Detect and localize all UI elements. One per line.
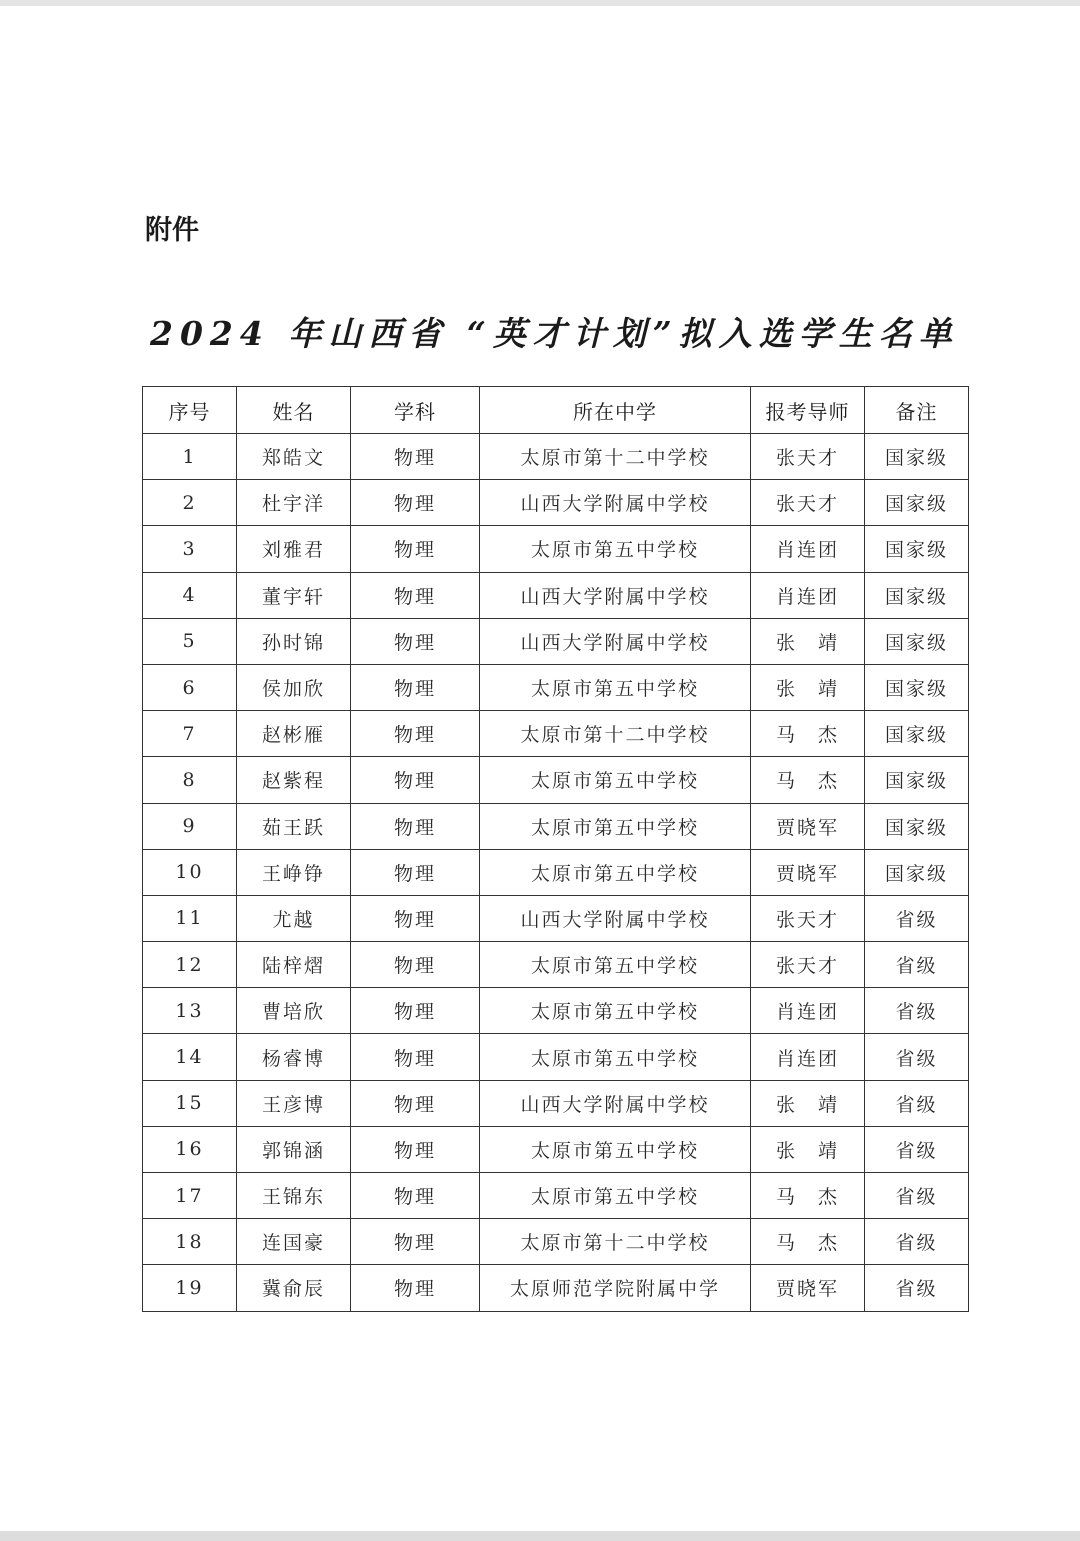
- cell-mentor: 马 杰: [751, 1173, 865, 1219]
- cell-name: 王峥铮: [237, 849, 351, 895]
- cell-school: 太原市第十二中学校: [480, 711, 751, 757]
- header-name: 姓名: [237, 387, 351, 434]
- table-row: [143, 988, 969, 1034]
- cell-subject: 物理: [351, 1080, 480, 1126]
- cell-note: 省级: [865, 1126, 969, 1172]
- cell-subject: 物理: [351, 1126, 480, 1172]
- table-row: [143, 1080, 969, 1126]
- cell-note: 省级: [865, 942, 969, 988]
- table-row: [143, 1126, 969, 1172]
- cell-note: 国家级: [865, 480, 969, 526]
- student-list-table: [142, 386, 969, 1312]
- cell-mentor: 张天才: [751, 434, 865, 480]
- cell-school: 太原市第十二中学校: [480, 434, 751, 480]
- table-row: [143, 895, 969, 941]
- cell-name: 王锦东: [237, 1173, 351, 1219]
- cell-school: 太原市第五中学校: [480, 942, 751, 988]
- header-number: 序号: [143, 387, 237, 434]
- cell-mentor: 贾晓军: [751, 1265, 865, 1311]
- cell-number: 4: [143, 572, 237, 618]
- cell-number: 12: [143, 942, 237, 988]
- cell-note: 国家级: [865, 618, 969, 664]
- cell-name: 王彦博: [237, 1080, 351, 1126]
- cell-school: 太原市第五中学校: [480, 1126, 751, 1172]
- cell-note: 省级: [865, 988, 969, 1034]
- cell-number: 15: [143, 1080, 237, 1126]
- cell-subject: 物理: [351, 803, 480, 849]
- attachment-label: 附件: [145, 215, 199, 246]
- cell-school: 太原市第五中学校: [480, 757, 751, 803]
- cell-school: 山西大学附属中学校: [480, 1080, 751, 1126]
- cell-subject: 物理: [351, 664, 480, 710]
- cell-name: 侯加欣: [237, 664, 351, 710]
- cell-subject: 物理: [351, 434, 480, 480]
- cell-mentor: 肖连团: [751, 526, 865, 572]
- cell-name: 曹培欣: [237, 988, 351, 1034]
- table-row: [143, 711, 969, 757]
- table-row: [143, 849, 969, 895]
- cell-number: 14: [143, 1034, 237, 1080]
- cell-number: 2: [143, 480, 237, 526]
- cell-subject: 物理: [351, 895, 480, 941]
- cell-mentor: 张天才: [751, 480, 865, 526]
- cell-subject: 物理: [351, 711, 480, 757]
- header-school: 所在中学: [480, 387, 751, 434]
- cell-mentor: 张天才: [751, 942, 865, 988]
- cell-school: 太原市第十二中学校: [480, 1219, 751, 1265]
- cell-mentor: 张天才: [751, 895, 865, 941]
- cell-name: 杨睿博: [237, 1034, 351, 1080]
- cell-subject: 物理: [351, 1265, 480, 1311]
- header-note: 备注: [865, 387, 969, 434]
- cell-note: 国家级: [865, 664, 969, 710]
- cell-subject: 物理: [351, 757, 480, 803]
- header-subject: 学科: [351, 387, 480, 434]
- table-body: [143, 434, 969, 1312]
- cell-school: 太原市第五中学校: [480, 1173, 751, 1219]
- cell-subject: 物理: [351, 526, 480, 572]
- cell-name: 陆梓熠: [237, 942, 351, 988]
- table-row: [143, 942, 969, 988]
- cell-name: 董宇轩: [237, 572, 351, 618]
- cell-number: 19: [143, 1265, 237, 1311]
- cell-note: 国家级: [865, 849, 969, 895]
- document-title: 2024 年山西省 “英才计划”拟入选学生名单: [150, 314, 959, 353]
- cell-note: 国家级: [865, 757, 969, 803]
- table-header-row: [143, 387, 969, 434]
- cell-school: 太原市第五中学校: [480, 526, 751, 572]
- table-row: [143, 434, 969, 480]
- cell-number: 1: [143, 434, 237, 480]
- table-row: [143, 618, 969, 664]
- table-row: [143, 1034, 969, 1080]
- header-mentor: 报考导师: [751, 387, 865, 434]
- cell-school: 太原市第五中学校: [480, 849, 751, 895]
- table-row: [143, 803, 969, 849]
- cell-number: 16: [143, 1126, 237, 1172]
- cell-number: 11: [143, 895, 237, 941]
- cell-number: 6: [143, 664, 237, 710]
- cell-school: 太原市第五中学校: [480, 803, 751, 849]
- cell-subject: 物理: [351, 480, 480, 526]
- cell-subject: 物理: [351, 988, 480, 1034]
- cell-note: 省级: [865, 1080, 969, 1126]
- table-row: [143, 757, 969, 803]
- cell-name: 孙时锦: [237, 618, 351, 664]
- cell-mentor: 张 靖: [751, 1080, 865, 1126]
- cell-note: 国家级: [865, 526, 969, 572]
- cell-school: 山西大学附属中学校: [480, 895, 751, 941]
- cell-name: 尤越: [237, 895, 351, 941]
- cell-subject: 物理: [351, 942, 480, 988]
- cell-name: 刘雅君: [237, 526, 351, 572]
- cell-note: 国家级: [865, 803, 969, 849]
- cell-number: 7: [143, 711, 237, 757]
- cell-mentor: 贾晓军: [751, 803, 865, 849]
- cell-school: 山西大学附属中学校: [480, 480, 751, 526]
- table-row: [143, 526, 969, 572]
- cell-note: 省级: [865, 895, 969, 941]
- cell-name: 茹王跃: [237, 803, 351, 849]
- cell-name: 郑皓文: [237, 434, 351, 480]
- cell-mentor: 马 杰: [751, 1219, 865, 1265]
- cell-note: 国家级: [865, 711, 969, 757]
- cell-subject: 物理: [351, 1173, 480, 1219]
- cell-number: 9: [143, 803, 237, 849]
- cell-school: 山西大学附属中学校: [480, 572, 751, 618]
- table-row: [143, 664, 969, 710]
- cell-school: 太原师范学院附属中学: [480, 1265, 751, 1311]
- cell-note: 国家级: [865, 434, 969, 480]
- cell-note: 省级: [865, 1219, 969, 1265]
- cell-number: 17: [143, 1173, 237, 1219]
- table-row: [143, 1173, 969, 1219]
- cell-subject: 物理: [351, 572, 480, 618]
- table-row: [143, 1219, 969, 1265]
- cell-mentor: 马 杰: [751, 711, 865, 757]
- cell-mentor: 肖连团: [751, 1034, 865, 1080]
- table-row: [143, 572, 969, 618]
- cell-name: 郭锦涵: [237, 1126, 351, 1172]
- cell-subject: 物理: [351, 1034, 480, 1080]
- cell-school: 太原市第五中学校: [480, 988, 751, 1034]
- cell-subject: 物理: [351, 1219, 480, 1265]
- cell-school: 太原市第五中学校: [480, 664, 751, 710]
- cell-name: 赵彬雁: [237, 711, 351, 757]
- cell-mentor: 张 靖: [751, 618, 865, 664]
- table-row: [143, 480, 969, 526]
- cell-name: 赵紫程: [237, 757, 351, 803]
- cell-note: 省级: [865, 1034, 969, 1080]
- cell-subject: 物理: [351, 618, 480, 664]
- cell-number: 10: [143, 849, 237, 895]
- cell-subject: 物理: [351, 849, 480, 895]
- cell-mentor: 张 靖: [751, 664, 865, 710]
- cell-school: 太原市第五中学校: [480, 1034, 751, 1080]
- cell-mentor: 马 杰: [751, 757, 865, 803]
- cell-mentor: 张 靖: [751, 1126, 865, 1172]
- table-row: [143, 1265, 969, 1311]
- page-top-edge: [0, 0, 1080, 6]
- cell-number: 13: [143, 988, 237, 1034]
- cell-mentor: 贾晓军: [751, 849, 865, 895]
- cell-number: 5: [143, 618, 237, 664]
- cell-name: 杜宇洋: [237, 480, 351, 526]
- cell-mentor: 肖连团: [751, 572, 865, 618]
- page-bottom-edge: [0, 1531, 1080, 1541]
- cell-number: 8: [143, 757, 237, 803]
- cell-note: 省级: [865, 1173, 969, 1219]
- cell-school: 山西大学附属中学校: [480, 618, 751, 664]
- cell-number: 3: [143, 526, 237, 572]
- cell-note: 省级: [865, 1265, 969, 1311]
- cell-name: 连国豪: [237, 1219, 351, 1265]
- cell-mentor: 肖连团: [751, 988, 865, 1034]
- cell-name: 冀俞辰: [237, 1265, 351, 1311]
- cell-note: 国家级: [865, 572, 969, 618]
- cell-number: 18: [143, 1219, 237, 1265]
